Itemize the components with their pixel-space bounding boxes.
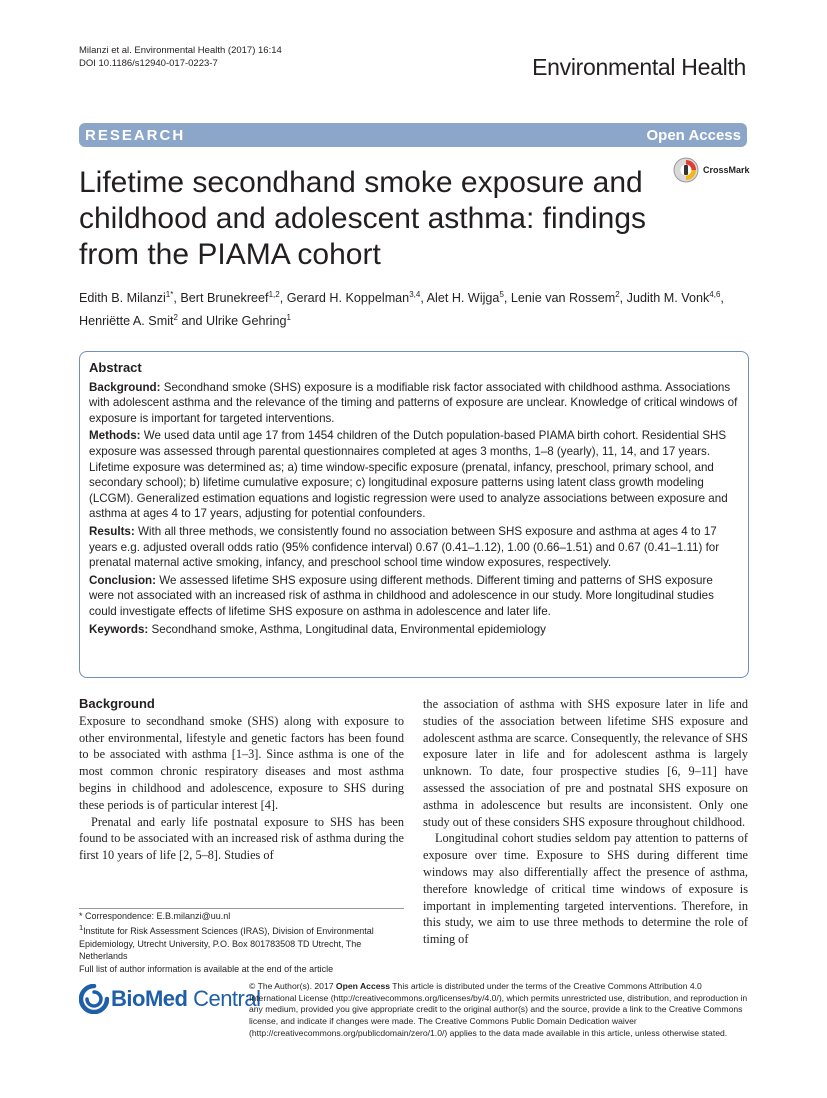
body-paragraph: Prenatal and early life postnatal exposure to SHS has been found to be associated with an increased risk of asthma during the first 10 years of life [2, 5–8]. Studies of — [79, 814, 404, 863]
author-name[interactable]: Ulrike Gehring — [205, 314, 287, 329]
section-text: With all three methods, we consistently found no association between SHS exposure and asthma at ages 4 to 17 years e.g. adjusted overall odds ratio (95% confidence interval) 0.67 (0.41–1.12), 1.00 (0.66–1.51) and 0.67 (0.41–1.11) for prenatal maternal active smoking, infancy, and preschool school time window exposures, respectively. — [89, 524, 720, 570]
open-access-label: Open Access — [646, 126, 741, 144]
abstract-keywords — [89, 622, 739, 638]
footnotes — [79, 910, 404, 975]
author-name[interactable]: Judith M. Vonk — [626, 291, 710, 306]
author-name[interactable]: Gerard H. Koppelman — [286, 291, 410, 306]
affiliation-number: 1 — [79, 923, 84, 933]
section-label: Conclusion: — [89, 573, 156, 587]
author-info-note: Full list of author information is available at the end of the article — [79, 963, 334, 974]
crossmark-label: CrossMark — [703, 165, 750, 175]
author-name[interactable]: Bert Brunekreef — [180, 291, 269, 306]
author-separator: , — [619, 291, 627, 306]
correspondence[interactable]: * Correspondence: E.B.milanzi@uu.nl — [79, 911, 231, 921]
author-affiliation: 3,4 — [409, 290, 421, 299]
author-separator: and — [177, 314, 206, 329]
author-affiliation: 2 — [615, 290, 620, 299]
crossmark-icon — [673, 157, 699, 183]
crossmark-badge[interactable] — [673, 157, 750, 183]
affiliation-text: Institute for Risk Assessment Sciences (IRAS), Division of Environmental Epidemiology, Utrecht University, P.O. Box 801783508 TD Utrecht, The Netherlands — [79, 926, 374, 962]
doi-line[interactable]: DOI 10.1186/s12940-017-0223-7 — [79, 58, 218, 69]
author-affiliation: 1,2 — [268, 290, 280, 299]
license-body: This article is distributed under the terms of the Creative Commons Attribution 4.0 International License (http://creativecommons.org/licenses/by/4.0/), which permits unrestricted use, distribution, and reproduction in any medium, provided you give appropriate credit to the original author(s) and the source, provide a link to the Creative Commons license, and indicate if changes were made. The Creative Commons Public Domain Dedication waiver (http://creativecommons.org/publicdomain/zero/1.0/) applies to the data made available in this article, unless otherwise stated. — [249, 981, 748, 1038]
author-name[interactable]: Henriëtte A. Smit — [79, 314, 174, 329]
body-paragraph: Longitudinal cohort studies seldom pay attention to patterns of exposure over time. Exposure to SHS during different time windows may also differentially affect the presence of asthma, therefore knowledge of critical time windows of exposure is important in implementing targeted interventions. Therefore, in this study, we aim to use three methods to determine the role of timing of — [423, 831, 748, 947]
section-label: Results: — [89, 524, 135, 538]
author-list — [79, 285, 749, 331]
section-text: We used data until age 17 from 1454 children of the Dutch population-based PIAMA birth cohort. Residential SHS exposure was assessed through parental questionnaires completed at ages 3 months, 1–8 (yearly), 11, 14, and 17 years. Lifetime exposure was determined as; a) time window-specific exposure (prenatal, infancy, preschool, primary school, and secondary school); b) lifetime cumulative exposure; c) longitudinal exposure patterns using latent class growth modeling (LCGM). Generalized estimation equations and logistic regression were used to analyze associations between exposure and asthma at ages 4 to 17 years, adjusting for potential confounders. — [89, 429, 728, 521]
citation-block — [79, 44, 282, 70]
section-text: Secondhand smoke (SHS) exposure is a modifiable risk factor associated with childhood asthma. Associations with adolescent asthma and the relevance of the timing and patterns of exposure are unclear. Knowledge of critical windows of exposure is important for targeted interventions. — [89, 380, 738, 425]
publisher-name-bold: BioMed — [111, 986, 188, 1011]
author-affiliation: 2 — [173, 313, 178, 323]
article-type-label: RESEARCH — [85, 126, 186, 144]
section-label: Background: — [89, 380, 161, 394]
author-affiliation: 1* — [165, 290, 174, 299]
copyright: © The Author(s). 2017 — [249, 981, 336, 991]
footnote-divider — [79, 908, 404, 909]
article-title: Lifetime secondhand smoke exposure and childhood and adolescent asthma: findings from the PIAMA cohort — [79, 166, 647, 271]
body-paragraph: Exposure to secondhand smoke (SHS) along with exposure to other environmental, lifestyle and genetic factors has been found to be associated with asthma [1–3]. Since asthma is one of the most common chronic respiratory diseases and most asthma begins in childhood and adolescence, exposure to SHS during these periods is of particular interest [4]. — [79, 713, 404, 812]
publisher-name-rest: Central — [187, 986, 261, 1011]
body-left-column — [79, 696, 404, 864]
journal-name[interactable]: Environmental Health — [532, 54, 746, 80]
author-affiliation: 5 — [499, 290, 504, 299]
body-right-column — [423, 696, 748, 948]
author-separator: , — [173, 291, 181, 306]
author-affiliation: 4,6 — [709, 290, 721, 299]
section-label: Keywords: — [89, 622, 149, 636]
publisher-logo[interactable] — [79, 984, 261, 1014]
body-paragraph: the association of asthma with SHS exposure later in life and studies of the association between lifetime SHS exposure and adolescent asthma are scarce. Consequently, the relevance of SHS exposure later in life and for adolescent asthma is largely unknown. To date, four prospective studies [6, 9–11] have assessed the association of pre and postnatal SHS exposure on asthma in adolescence but results are inconsistent. Only one study out of these considers SHS exposure throughout childhood. — [423, 697, 748, 829]
abstract-methods — [89, 428, 739, 522]
author-name[interactable]: Lenie van Rossem — [510, 291, 616, 306]
abstract-conclusion — [89, 573, 739, 620]
author-separator: , — [420, 291, 427, 306]
open-access-emphasis: Open Access — [335, 981, 391, 991]
abstract-results — [89, 524, 739, 571]
section-label: Methods: — [89, 429, 141, 443]
author-separator: , — [279, 291, 287, 306]
section-text: Secondhand smoke, Asthma, Longitudinal data, Environmental epidemiology — [151, 622, 546, 636]
abstract-heading: Abstract — [89, 360, 142, 375]
affiliation — [79, 922, 404, 962]
section-heading: Background — [79, 696, 155, 711]
abstract-background — [89, 380, 739, 427]
publisher-name — [111, 986, 261, 1012]
author-name[interactable]: Edith B. Milanzi — [79, 291, 166, 306]
license-text — [249, 981, 749, 1040]
author-separator: , — [503, 291, 511, 306]
author-separator: , — [720, 291, 724, 306]
abstract-box — [79, 351, 749, 678]
citation-line: Milanzi et al. Environmental Health (2017) 16:14 — [79, 45, 282, 56]
article-type-banner — [79, 123, 747, 147]
author-name[interactable]: Alet H. Wijga — [426, 291, 500, 306]
biomed-central-icon — [79, 984, 109, 1014]
author-affiliation: 1 — [286, 313, 291, 323]
section-text: We assessed lifetime SHS exposure using different methods. Different timing and patterns of SHS exposure were not associated with an increased risk of asthma in childhood and adolescence in our study. More longitudinal studies could investigate effects of lifetime SHS exposure on asthma in adolescence and later life. — [89, 573, 714, 618]
